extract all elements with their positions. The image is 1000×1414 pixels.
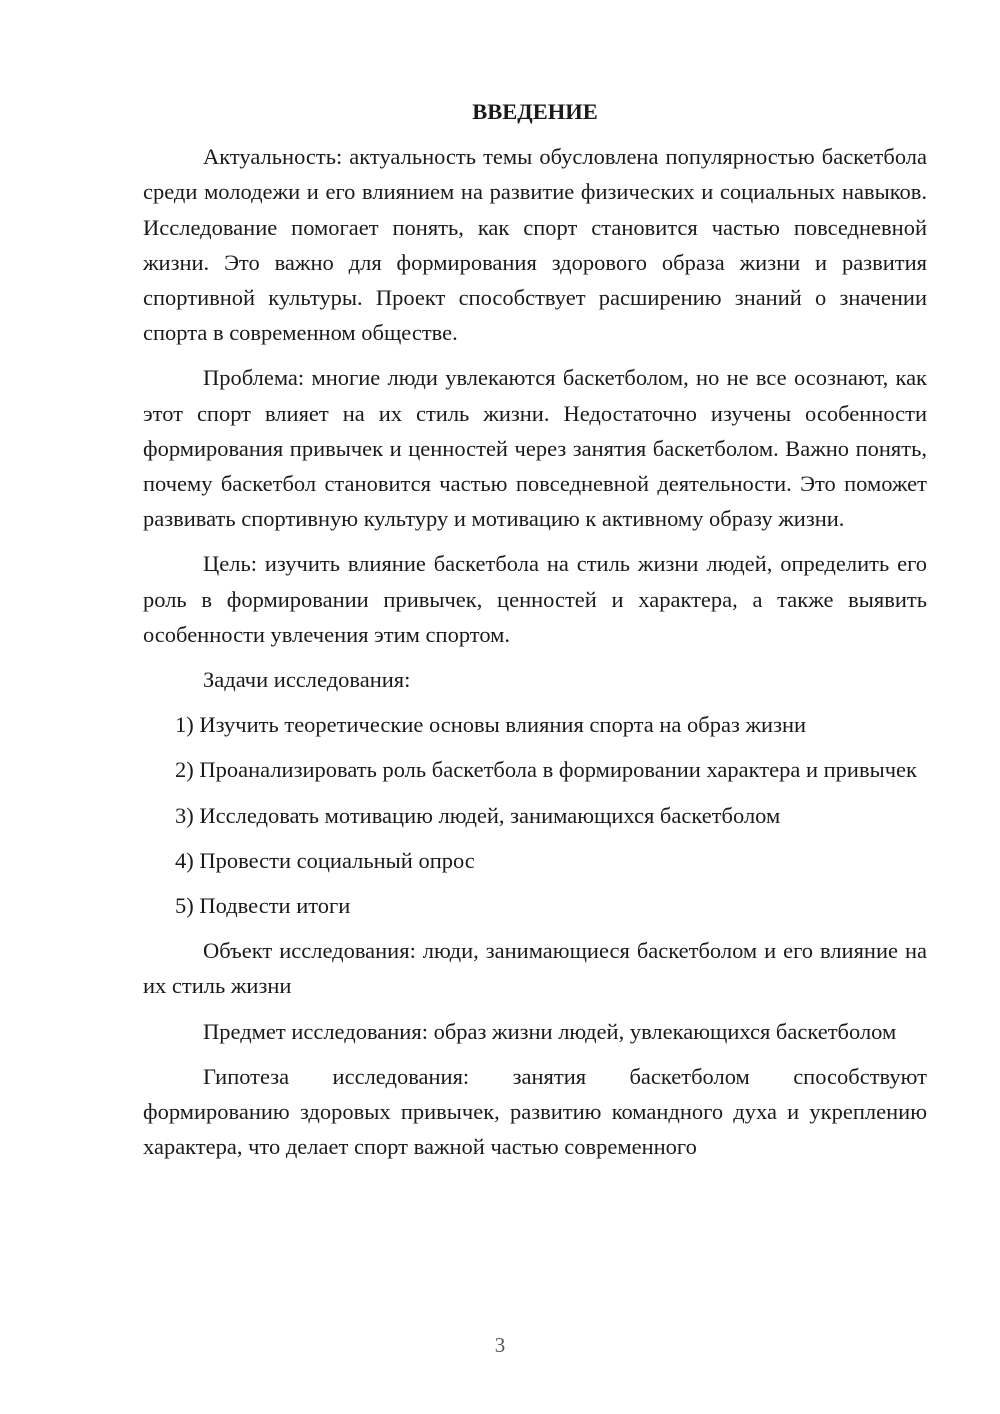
- paragraph-tasks-heading: Задачи исследования:: [203, 667, 411, 693]
- section-title: ВВЕДЕНИЕ: [472, 99, 598, 124]
- paragraph-subject: Предмет исследования: образ жизни людей, увлекающихся баскетболом: [203, 1018, 897, 1044]
- task-item-4: 4) Провести социальный опрос: [175, 847, 475, 873]
- task-item-2: 2) Проанализировать роль баскетбола в формировании характера и привычек: [175, 757, 917, 783]
- paragraph-problem: Проблема: многие люди увлекаются баскетболом, но не все осознают, как этот спорт влияет на их стиль жизни. Недостаточно изучены особенности формирования привычек и ценностей через занятия баскетболом. Важно понять, почему баскетбол становится частью повседневной деятельности. Это поможет развивать спортивную культуру и мотивацию к активному образу жизни.: [143, 365, 927, 532]
- page-number: 3: [494, 1333, 506, 1357]
- task-item-5: 5) Подвести итоги: [175, 893, 351, 919]
- paragraph-object: Объект исследования: люди, занимающиеся баскетболом и его влияние на их стиль жизни: [143, 938, 927, 999]
- paragraph-relevance: Актуальность: актуальность темы обусловлена популярностью баскетбола среди молодежи и его влиянием на развитие физических и социальных навыков. Исследование помогает понять, как спорт становится частью повседневной жизни. Это важно для формирования здорового образа жизни и развития спортивной культуры. Проект способствует расширению знаний о значении спорта в современном обществе.: [143, 144, 927, 346]
- paragraph-goal: Цель: изучить влияние баскетбола на стиль жизни людей, определить его роль в формировании привычек, ценностей и характера, а также выявить особенности увлечения этим спортом.: [143, 551, 927, 647]
- page-content: [143, 94, 927, 1174]
- task-item-1: 1) Изучить теоретические основы влияния спорта на образ жизни: [175, 712, 807, 738]
- paragraph-hypothesis: Гипотеза исследования: занятия баскетболом способствуют формированию здоровых привычек, развитию командного духа и укреплению характера, что делает спорт важной частью современного: [143, 1063, 927, 1160]
- task-item-3: 3) Исследовать мотивацию людей, занимающихся баскетболом: [175, 802, 781, 828]
